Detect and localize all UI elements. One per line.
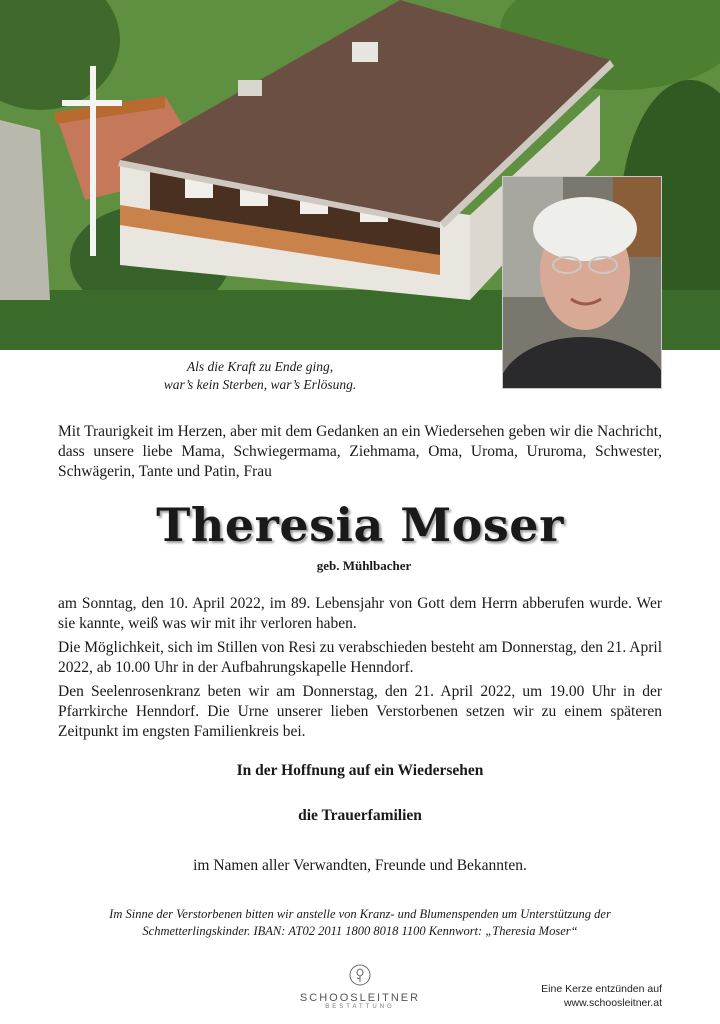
logo-name: SCHOOSLEITNER [299,992,421,1004]
portrait-illustration [503,177,662,389]
quote-line-2: war’s kein Sterben, war’s Erlösung. [163,377,357,392]
death-announcement: am Sonntag, den 10. April 2022, im 89. Lebensjahr von Gott dem Herrn abberufen wurde. Wer sie kannte, weiß was wir mit ihr verloren haben. [58,595,662,632]
memorial-quote [140,358,380,394]
donation-line-1: Im Sinne der Verstorbenen bitten wir anstelle von Kranz- und Blumenspenden um Unterstützung der [109,907,611,921]
donation-line-2: Schmetterlingskinder. IBAN: AT02 2011 1800 8018 1100 Kennwort: „Theresia Moser“ [142,924,578,938]
rosary-info: Den Seelenrosenkranz beten wir am Donnerstag, den 21. April 2022, um 19.00 Uhr in der Pfarrkirche Henndorf. Die Urne unserer lieben Verstorbenen setzen wir zu einem späteren Zeitpunkt im engsten Familienkreis bei. [58,683,662,740]
rose-icon [349,964,371,986]
farewell-info: Die Möglichkeit, sich im Stillen von Resi zu verabschieden besteht am Donnerstag, den 21. April 2022, ab 10.00 Uhr in der Aufbahrungskapelle Henndorf. [58,639,662,676]
closing-relatives: im Namen aller Verwandten, Freunde und Bekannten. [193,857,527,874]
candle-link[interactable] [520,982,662,1010]
birth-name: geb. Mühlbacher [316,558,412,573]
closing-families: die Trauerfamilien [298,807,422,824]
deceased-name: Theresia Moser [156,498,564,552]
donation-note [70,906,650,940]
quote-line-1: Als die Kraft zu Ende ging, [186,359,334,374]
website-link[interactable]: www.schoosleitner.at [563,997,662,1009]
logo-subtitle: BESTATTUNG [325,1004,395,1010]
intro-text: Mit Traurigkeit im Herzen, aber mit dem Gedanken an ein Wiedersehen geben wir die Nachricht, dass unsere liebe Mama, Schwiegermama, Ziehmama, Oma, Uroma, Ururoma, Schwester, Schwägerin, Tante und Patin, Frau [58,423,662,480]
candle-text: Eine Kerze entzünden auf [541,983,662,995]
portrait-photo [502,176,662,389]
funeral-home-logo [280,964,440,1010]
closing-hope: In der Hoffnung auf ein Wiedersehen [236,762,484,779]
